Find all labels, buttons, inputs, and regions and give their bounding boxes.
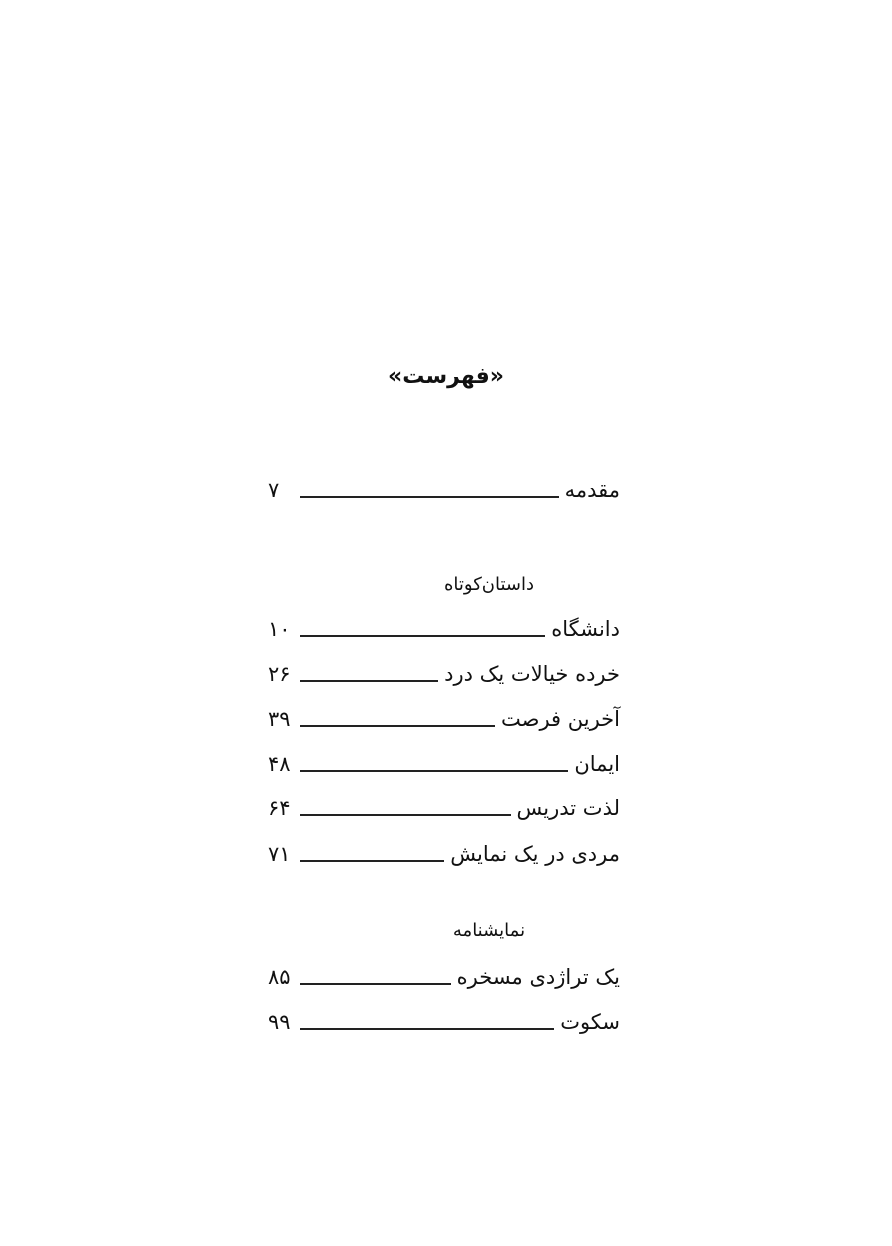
toc-entry-label: یک تراژدی مسخره — [456, 965, 620, 989]
toc-entry-label: لذت تدریس — [516, 796, 620, 820]
leader-line — [300, 635, 545, 637]
toc-entry[interactable] — [268, 1004, 620, 1036]
toc-entry-page: ۹۹ — [268, 1010, 291, 1034]
leader-line — [300, 496, 559, 498]
leader-line — [300, 814, 511, 816]
toc-entry-page: ۳۹ — [268, 707, 291, 731]
toc-entry-label: آخرین فرصت — [501, 707, 620, 731]
toc-entry-page: ۴۸ — [268, 752, 291, 776]
toc-entry-page: ۱۰ — [268, 617, 291, 641]
toc-entry-label: مقدمه — [564, 478, 620, 502]
toc-entry-label: دانشگاه — [551, 617, 620, 641]
toc-entry-intro[interactable] — [268, 472, 620, 504]
toc-entry-label: سکوت — [560, 1010, 620, 1034]
toc-entry-label: مردی در یک نمایش — [450, 842, 620, 866]
toc-entry[interactable] — [268, 836, 620, 868]
leader-line — [300, 1028, 554, 1030]
toc-entry-page: ۲۶ — [268, 662, 291, 686]
toc-entry-label: خرده خیالات یک درد — [444, 662, 620, 686]
toc-entry[interactable] — [268, 701, 620, 733]
section-heading: نمایشنامه — [452, 920, 526, 941]
leader-line — [300, 770, 568, 772]
toc-entry[interactable] — [268, 790, 620, 822]
leader-line — [300, 983, 451, 985]
toc-entry[interactable] — [268, 656, 620, 688]
toc-entry[interactable] — [268, 746, 620, 778]
toc-entry-label: ایمان — [574, 752, 620, 776]
table-of-contents — [268, 0, 620, 1246]
toc-entry[interactable] — [268, 611, 620, 643]
toc-title: «فهرست» — [388, 364, 504, 389]
toc-entry-page: ۶۴ — [268, 796, 291, 820]
toc-entry-page: ۸۵ — [268, 965, 291, 989]
toc-entry-page: ۷ — [268, 478, 280, 502]
section-heading: داستان‌کوتاه — [443, 574, 535, 595]
leader-line — [300, 860, 444, 862]
toc-entry[interactable] — [268, 959, 620, 991]
toc-entry-page: ۷۱ — [268, 842, 291, 866]
leader-line — [300, 680, 438, 682]
leader-line — [300, 725, 495, 727]
